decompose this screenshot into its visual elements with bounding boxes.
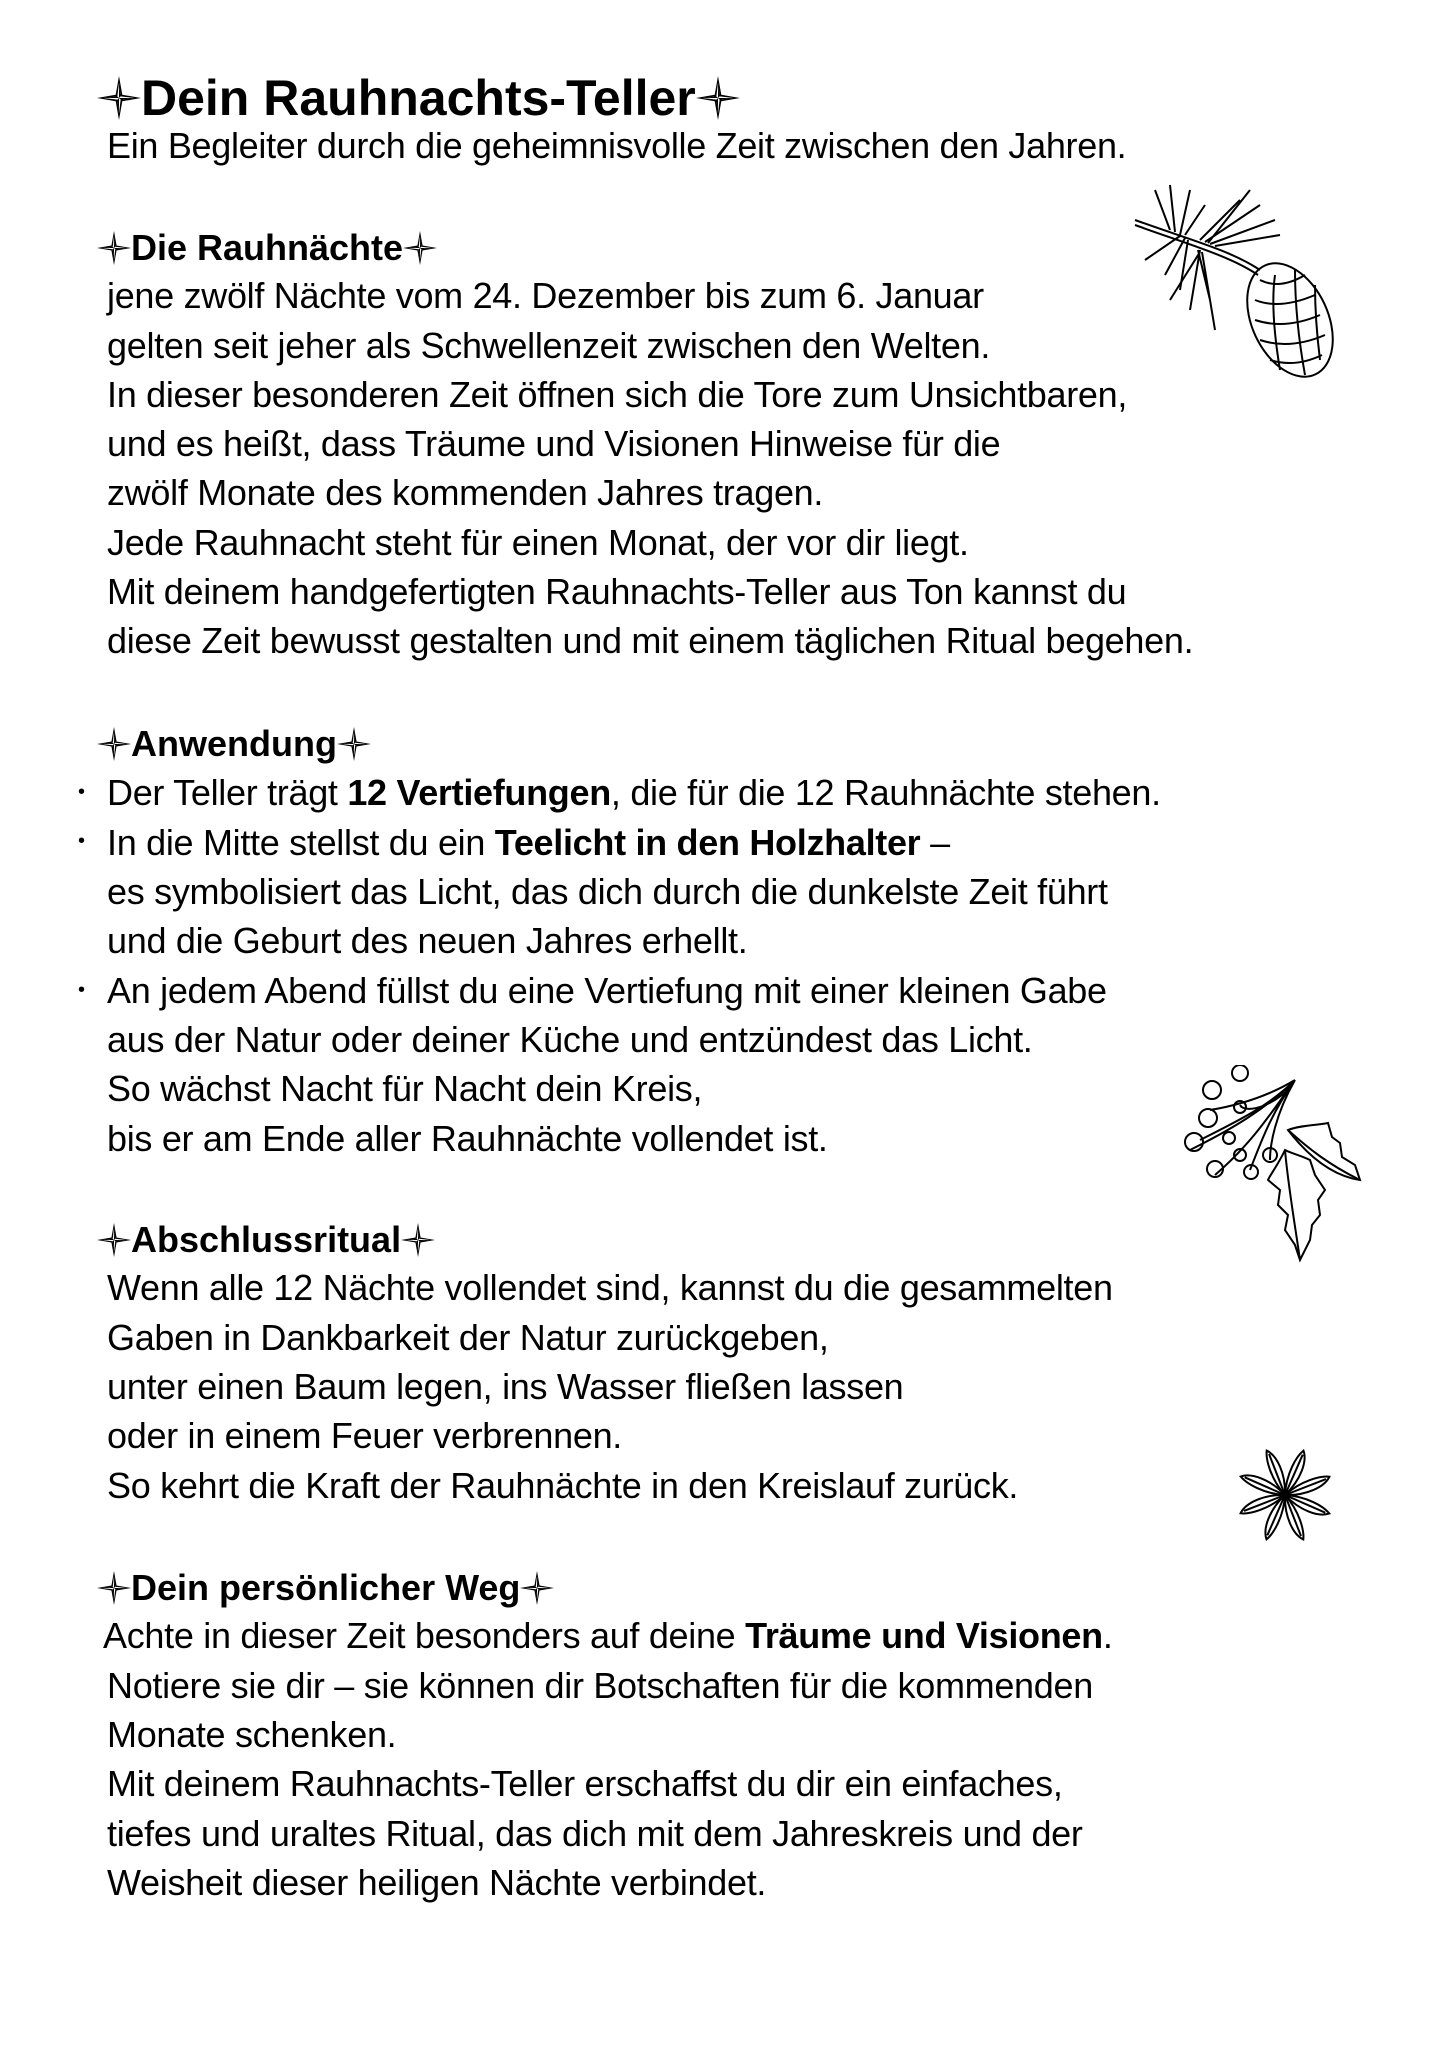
- page-title: [97, 68, 740, 128]
- text-line: und die Geburt des neuen Jahres erhellt.: [107, 920, 748, 961]
- bullet-item: In die Mitte stellst du ein Teelicht in den Holzhalter –: [107, 822, 950, 863]
- text-line: zwölf Monate des kommenden Jahres tragen.: [107, 472, 824, 513]
- section-heading-abschlussritual: [97, 1218, 435, 1262]
- section-heading-persoenlicher-weg: [97, 1566, 554, 1610]
- text-line: und es heißt, dass Träume und Visionen Hinweise für die: [107, 423, 1001, 464]
- bullet-icon: •: [78, 979, 86, 1001]
- subtitle: Ein Begleiter durch die geheimnisvolle Zeit zwischen den Jahren.: [107, 125, 1127, 166]
- text-line: unter einen Baum legen, ins Wasser fließen lassen: [107, 1366, 904, 1407]
- text-line: Gaben in Dankbarkeit der Natur zurückgeben,: [107, 1317, 829, 1358]
- text-line: In dieser besonderen Zeit öffnen sich die Tore zum Unsichtbaren,: [107, 374, 1128, 415]
- holly-berries-icon: [1170, 1065, 1370, 1265]
- title-text: Dein Rauhnachts-Teller: [141, 70, 696, 126]
- star-ornament-icon: [97, 725, 131, 763]
- bullet-icon: •: [78, 830, 86, 852]
- star-ornament-icon: [97, 1221, 131, 1259]
- text-line: Notiere sie dir – sie können dir Botschaften für die kommenden: [107, 1665, 1093, 1706]
- bullet-item: An jedem Abend füllst du eine Vertiefung mit einer kleinen Gabe: [107, 970, 1107, 1011]
- text-line: So kehrt die Kraft der Rauhnächte in den Kreislauf zurück.: [107, 1465, 1019, 1506]
- text-line: Weisheit dieser heiligen Nächte verbindet.: [107, 1862, 767, 1903]
- star-ornament-icon: [520, 1569, 554, 1607]
- pine-cone-branch-icon: [1130, 180, 1340, 380]
- text-line: So wächst Nacht für Nacht dein Kreis,: [107, 1068, 703, 1109]
- text-line: bis er am Ende aller Rauhnächte vollendet ist.: [107, 1118, 828, 1159]
- star-ornament-icon: [337, 725, 371, 763]
- text-line: Achte in dieser Zeit besonders auf deine Träume und Visionen.: [103, 1615, 1113, 1656]
- text-line: tiefes und uraltes Ritual, das dich mit dem Jahreskreis und der: [107, 1813, 1083, 1854]
- text-line: jene zwölf Nächte vom 24. Dezember bis zum 6. Januar: [107, 275, 984, 316]
- section-heading-rauhnaechte: [97, 226, 437, 270]
- star-anise-icon: [1225, 1440, 1345, 1550]
- text-line: Mit deinem handgefertigten Rauhnachts-Teller aus Ton kannst du: [107, 571, 1127, 612]
- star-ornament-icon: [403, 229, 437, 267]
- star-ornament-icon: [97, 1569, 131, 1607]
- star-ornament-icon: [97, 72, 141, 124]
- heading-text: Die Rauhnächte: [131, 227, 404, 268]
- heading-text: Abschlussritual: [131, 1219, 402, 1260]
- text-line: Monate schenken.: [107, 1714, 397, 1755]
- star-ornament-icon: [401, 1221, 435, 1259]
- heading-text: Anwendung: [131, 723, 337, 764]
- bullet-icon: •: [78, 781, 86, 803]
- text-line: aus der Natur oder deiner Küche und entzündest das Licht.: [107, 1019, 1033, 1060]
- text-line: diese Zeit bewusst gestalten und mit einem täglichen Ritual begehen.: [107, 620, 1194, 661]
- text-line: es symbolisiert das Licht, das dich durch die dunkelste Zeit führt: [107, 871, 1108, 912]
- text-line: Mit deinem Rauhnachts-Teller erschaffst du dir ein einfaches,: [107, 1763, 1063, 1804]
- text-line: Jede Rauhnacht steht für einen Monat, der vor dir liegt.: [107, 522, 969, 563]
- bullet-item: Der Teller trägt 12 Vertiefungen, die für die 12 Rauhnächte stehen.: [107, 772, 1161, 813]
- star-ornament-icon: [696, 72, 740, 124]
- text-line: oder in einem Feuer verbrennen.: [107, 1415, 623, 1456]
- heading-text: Dein persönlicher Weg: [131, 1567, 521, 1608]
- section-heading-anwendung: [97, 722, 371, 766]
- text-line: Wenn alle 12 Nächte vollendet sind, kannst du die gesammelten: [107, 1267, 1113, 1308]
- text-line: gelten seit jeher als Schwellenzeit zwischen den Welten.: [107, 325, 991, 366]
- star-ornament-icon: [97, 229, 131, 267]
